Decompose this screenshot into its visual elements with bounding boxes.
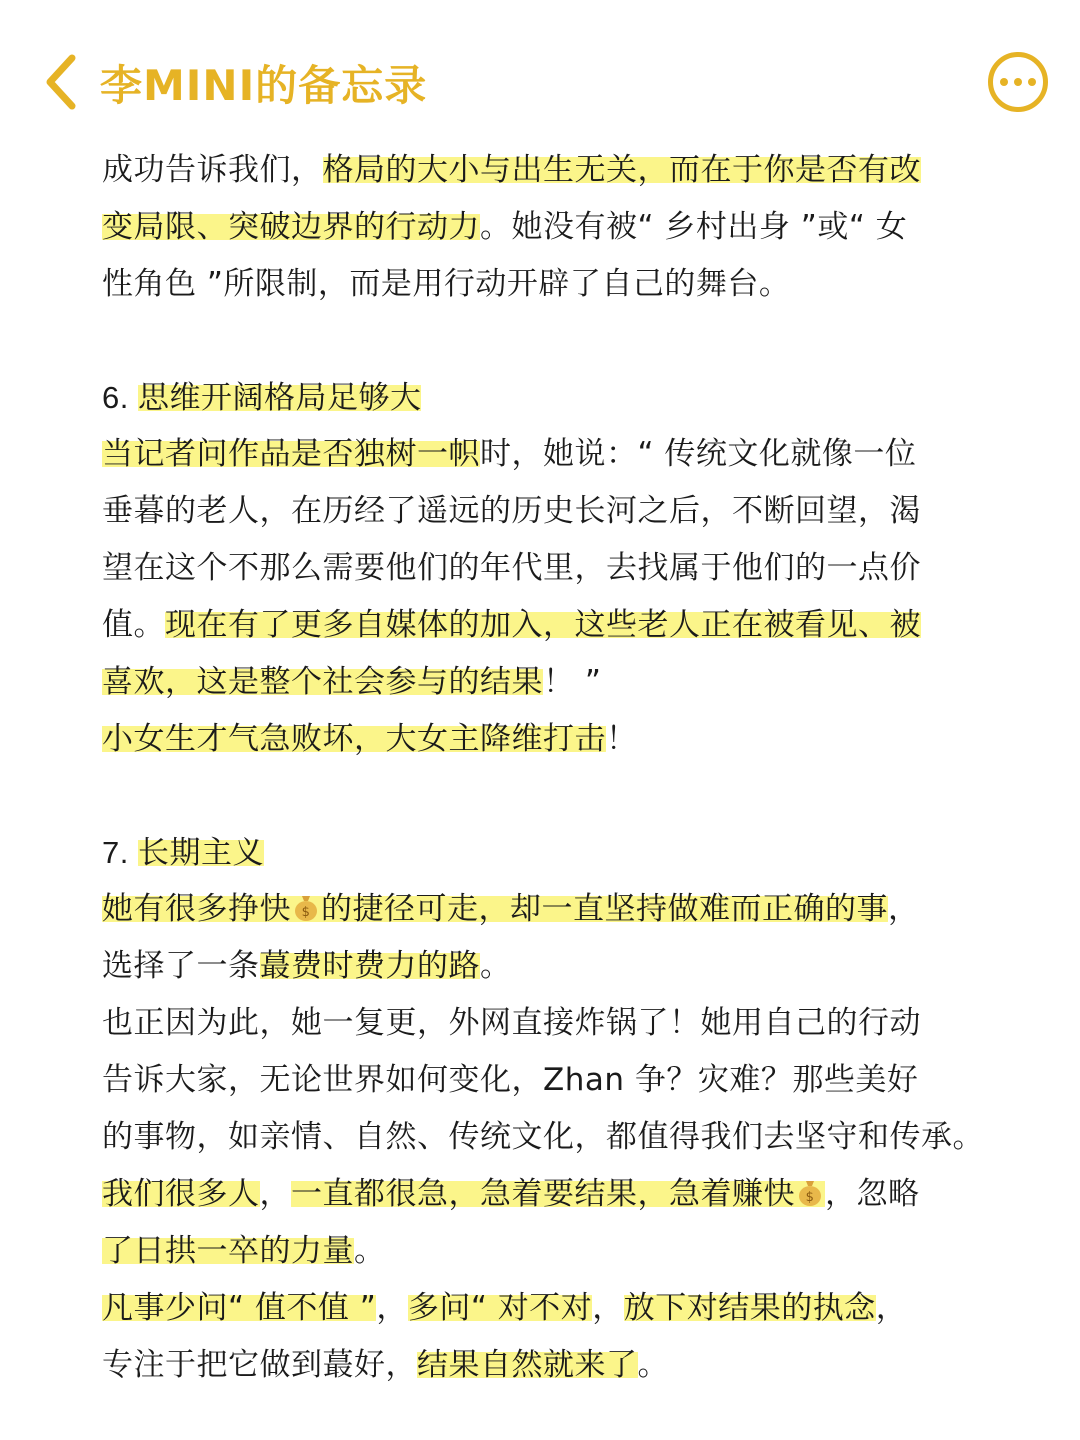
text-line: 了日拱一卒的力量。 (102, 1233, 386, 1269)
text-line: 凡事少问“ 值不值 ”，多问“ 对不对，放下对结果的执念， (102, 1290, 908, 1326)
highlight: 变局限、突破边界的行动力 (102, 209, 480, 245)
text-line: 喜欢，这是整个社会参与的结果！ ” (102, 664, 602, 700)
highlight: 思维开阔格局足够大 (137, 380, 422, 416)
page-title: 李MINI的备忘录 (100, 61, 428, 110)
back-button[interactable] (30, 52, 90, 112)
text-line: 专注于把它做到蕞好，结果自然就来了。 (102, 1347, 669, 1383)
text-line: 选择了一条蕞费时费力的路。 (102, 948, 512, 984)
highlight: 凡事少问“ 值不值 ” (102, 1290, 377, 1326)
highlight: 我们很多人 (102, 1176, 260, 1212)
text-line: 值。现在有了更多自媒体的加入，这些老人正在被看见、被 (102, 607, 921, 643)
highlight: 这是整个社会参与的结果 (196, 664, 543, 700)
text-line: 望在这个不那么需要他们的年代里，去找属于他们的一点价 (102, 550, 921, 586)
text-line: 当记者问作品是否独树一帜时，她说：“ 传统文化就像一位 (102, 436, 917, 472)
text-line: 告诉大家，无论世界如何变化，Zhan 争？灾难？那些美好 (102, 1062, 919, 1098)
text-line: 的事物，如亲情、自然、传统文化，都值得我们去坚守和传承。 (102, 1119, 984, 1155)
text-line: 她有很多挣快 $ 的捷径可走，却一直坚持做难而正确的事， (102, 891, 920, 927)
highlight: 一直都很急，急着要结果，急着赚快 $ (291, 1176, 825, 1212)
highlight: 喜欢， (102, 664, 197, 700)
highlight: 多问“ 对不对 (407, 1290, 593, 1326)
text-line: 垂暮的老人，在历经了遥远的历史长河之后，不断回望，渴 (102, 493, 921, 529)
more-button[interactable] (988, 52, 1048, 112)
section-heading: 6. 思维开阔格局足够大 (102, 380, 422, 416)
more-dots-icon (1000, 78, 1008, 86)
highlight: 格局的大小与出生无关，而在于你是否有改 (322, 152, 921, 188)
text-line: 变局限、突破边界的行动力。她没有被“ 乡村出身 ”或“ 女 (102, 209, 908, 245)
highlight: 结果自然就来了 (417, 1347, 638, 1383)
text-line: 性角色 ”所限制，而是用行动开辟了自己的舞台。 (102, 266, 791, 302)
money-bag-icon (795, 1177, 825, 1207)
text-line: 成功告诉我们，格局的大小与出生无关，而在于你是否有改 (102, 152, 921, 188)
highlight: 现在有了更多自媒体的加入，这些老人正在被看见、被 (165, 607, 921, 643)
highlight: 小女生才气急败坏，大女主降维打击 (102, 721, 606, 757)
highlight: 当记者问作品是否独树一帜 (102, 436, 480, 472)
note-body (102, 142, 984, 1394)
text-line: 我们很多人，一直都很急，急着要结果，急着赚快 $ ，忽略 (102, 1176, 920, 1212)
svg-text:$: $ (301, 905, 311, 920)
chevron-left-icon (40, 52, 80, 112)
highlight: 她有很多挣快 $ 的捷径可走，却一直坚持做难而正确的事 (102, 891, 888, 927)
text-line: 小女生才气急败坏，大女主降维打击！ (102, 721, 638, 757)
highlight: 长期主义 (137, 835, 264, 871)
svg-text:$: $ (805, 1190, 815, 1205)
text-line: 也正因为此，她一复更，外网直接炸锅了！她用自己的行动 (102, 1005, 921, 1041)
money-bag-icon (291, 892, 321, 922)
section-heading: 7. 长期主义 (102, 835, 264, 871)
highlight: 了日拱一卒的力量 (102, 1233, 354, 1269)
highlight: 放下对结果的执念 (623, 1290, 876, 1326)
highlight: 蕞费时费力的路 (259, 948, 480, 984)
